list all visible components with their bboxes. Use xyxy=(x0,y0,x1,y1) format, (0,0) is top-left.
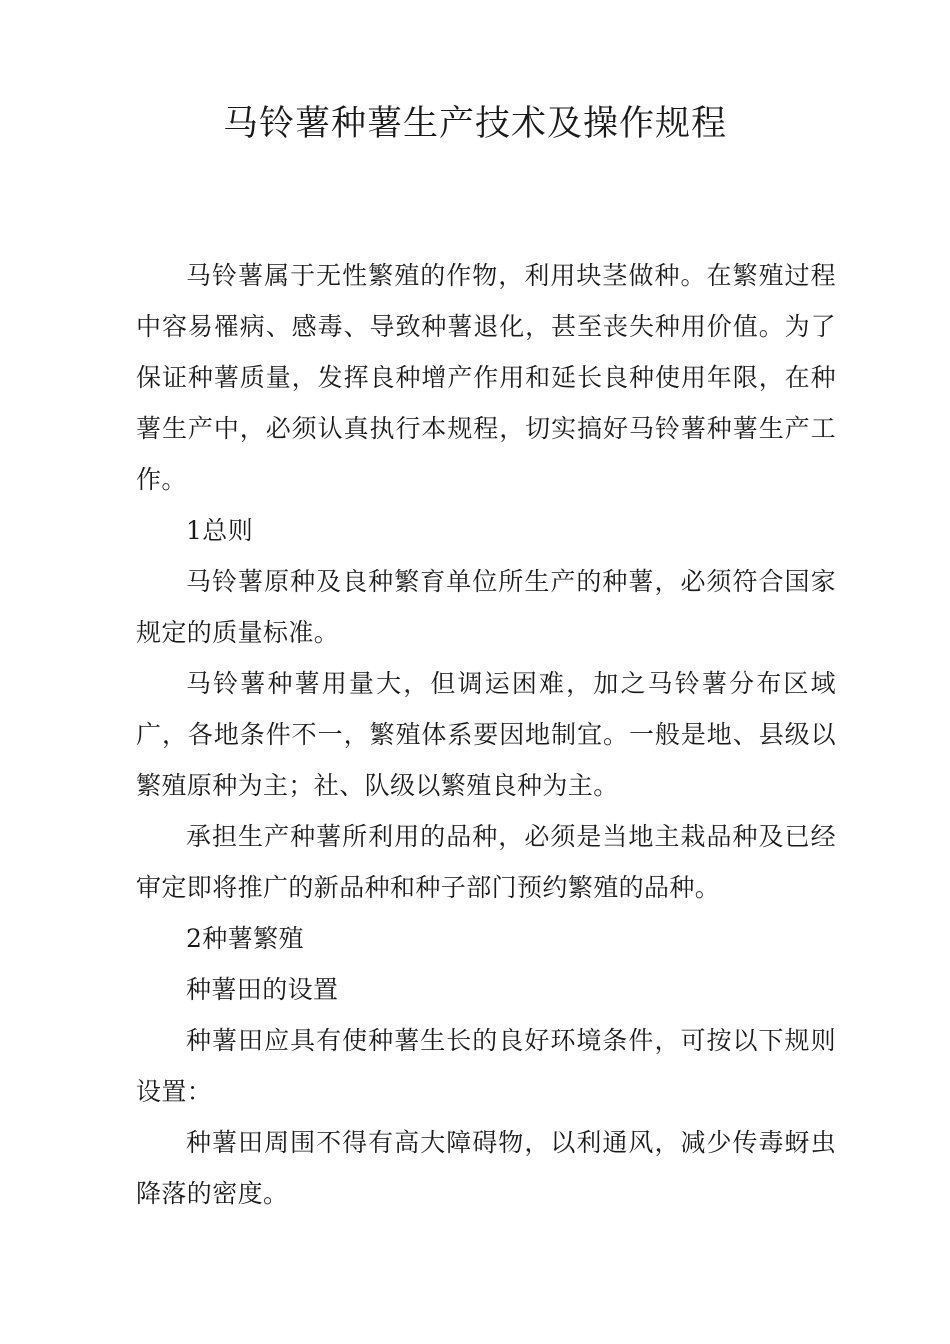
paragraph-field-conditions: 种薯田应具有使种薯生长的良好环境条件，可按以下规则设置： xyxy=(136,1026,836,1106)
paragraph-breeding-system: 马铃薯种薯用量大，但调运困难，加之马铃薯分布区域广，各地条件不一，繁殖体系要因地制宜。一般是地、县级以繁殖原种为主；社、队级以繁殖良种为主。 xyxy=(136,669,836,800)
document-title: 马铃薯种薯生产技术及操作规程 xyxy=(222,104,727,144)
subsection-heading-field-setup: 种薯田的设置 xyxy=(186,975,339,1004)
section-heading-general: 1总则 xyxy=(186,516,254,545)
paragraph-field-surroundings: 种薯田周围不得有高大障碍物，以利通风，减少传毒蚜虫降落的密度。 xyxy=(136,1128,836,1208)
document-body xyxy=(136,250,836,1219)
paragraph-quality-standard: 马铃薯原种及良种繁育单位所生产的种薯，必须符合国家规定的质量标准。 xyxy=(136,567,836,647)
paragraph-intro: 马铃薯属于无性繁殖的作物，利用块茎做种。在繁殖过程中容易罹病、感毒、导致种薯退化，甚至丧失种用价值。为了保证种薯质量，发挥良种增产作用和延长良种使用年限，在种薯生产中，必须认真执行本规程，切实搞好马铃薯种薯生产工作。 xyxy=(136,261,836,494)
section-heading-propagation: 2种薯繁殖 xyxy=(186,924,304,953)
paragraph-varieties: 承担生产种薯所利用的品种，必须是当地主栽品种及已经审定即将推广的新品种和种子部门预约繁殖的品种。 xyxy=(136,822,836,902)
